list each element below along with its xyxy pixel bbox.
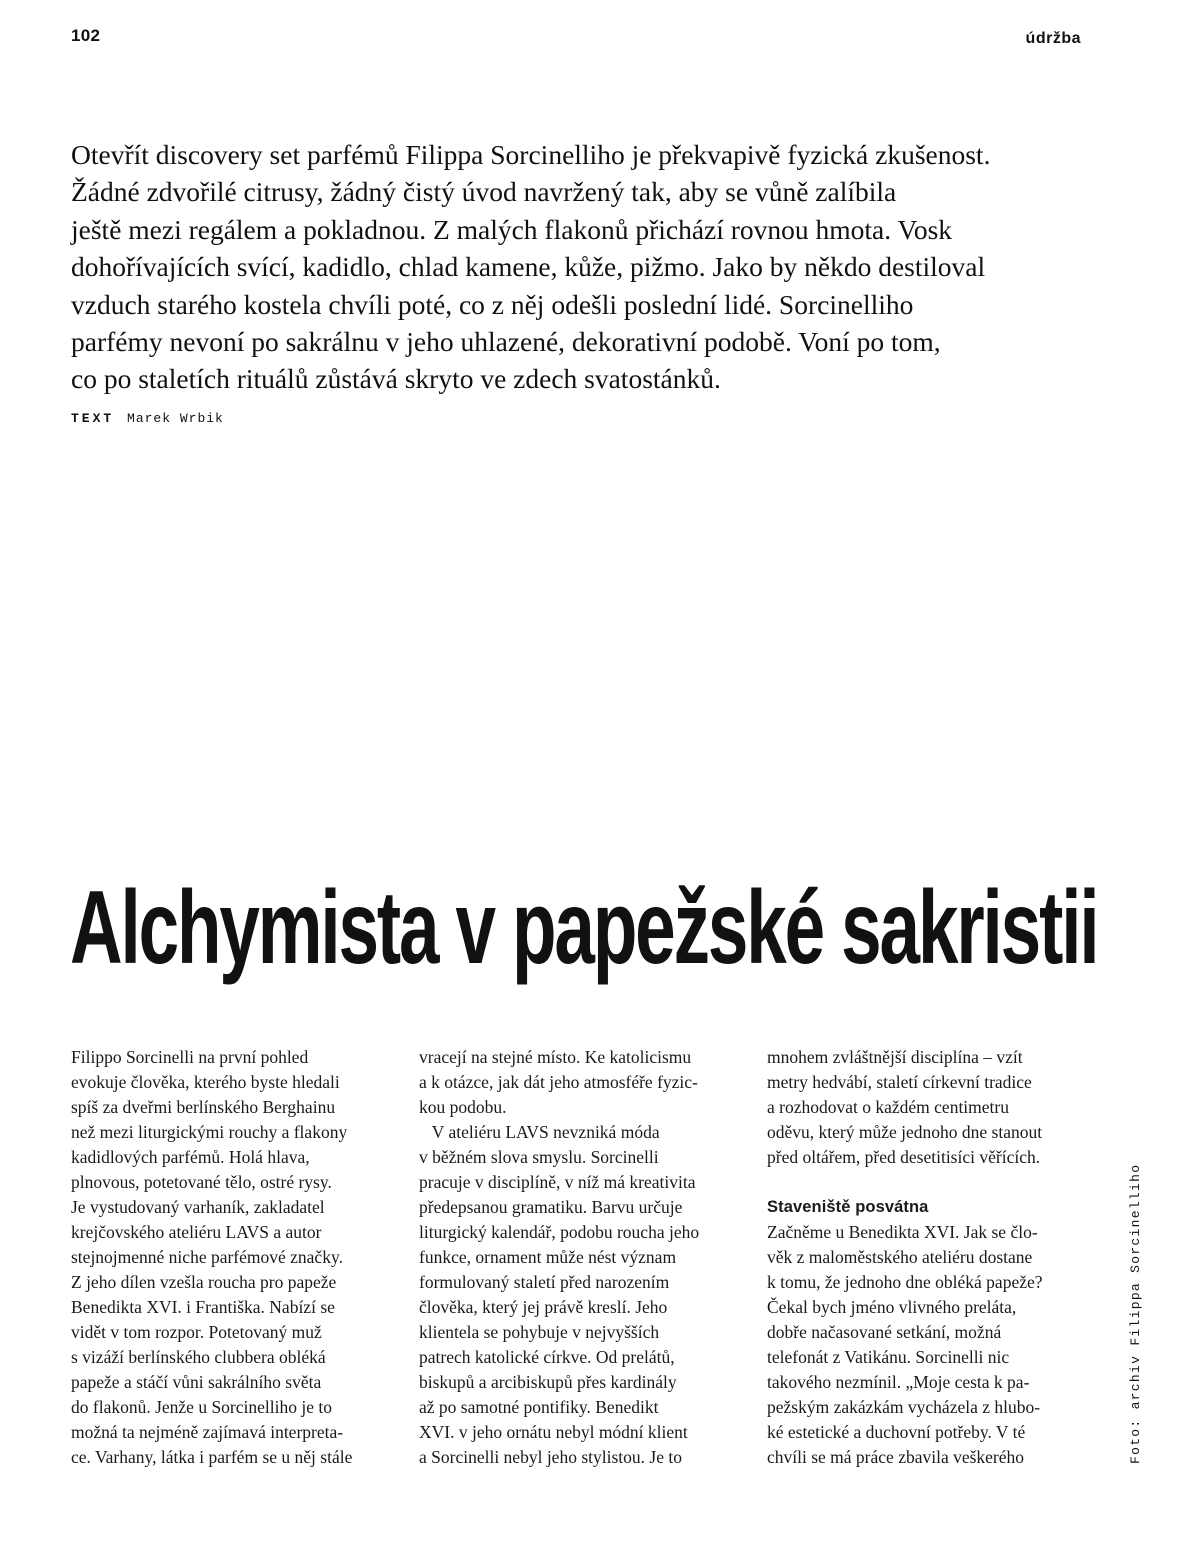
body-line: Benedikta XVI. i Františka. Nabízí se	[71, 1297, 335, 1317]
lead-line: Žádné zdvořilé citrusy, žádný čistý úvod navržený tak, aby se vůně zalíbila	[71, 176, 897, 208]
byline-author: Marek Wrbik	[127, 411, 224, 426]
body-line: ce. Varhany, látka i parfém se u něj stále	[71, 1447, 353, 1467]
body-line: klientela se pohybuje v nejvyšších	[419, 1322, 660, 1342]
body-line: Filippo Sorcinelli na první pohled	[71, 1047, 309, 1067]
body-line: možná ta nejméně zajímavá interpreta-	[71, 1422, 344, 1442]
body-line: v běžném slova smyslu. Sorcinelli	[419, 1147, 659, 1167]
body-line: do flakonů. Jenže u Sorcinelliho je to	[71, 1397, 332, 1417]
body-line: až po samotné pontifiky. Benedikt	[419, 1397, 659, 1417]
photo-credit: Foto: archiv Filippa Sorcinelliho	[1128, 1163, 1143, 1464]
body-line: XVI. v jeho ornátu nebyl módní klient	[419, 1422, 688, 1442]
body-line: formulovaný staletí před narozením	[419, 1272, 670, 1292]
body-line: mnohem zvláštnější disciplína – vzít	[767, 1047, 1023, 1067]
body-line: věk z maloměstského ateliéru dostane	[767, 1247, 1033, 1267]
body-line: před oltářem, před desetitisíci věřících.	[767, 1147, 1041, 1167]
lead-line: vzduch starého kostela chvíli poté, co z něj odešli poslední lidé. Sorcinelliho	[71, 288, 914, 320]
body-line: liturgický kalendář, podobu roucha jeho	[419, 1222, 700, 1242]
lead-line: dohořívajících svící, kadidlo, chlad kamene, kůže, pižmo. Jako by někdo destiloval	[71, 251, 986, 283]
article-headline: Alchymista v papežské sakristii	[70, 870, 1098, 986]
lead-line: co po staletích rituálů zůstává skryto ve zdech svatostánků.	[71, 363, 721, 395]
body-line: člověka, který jej právě kreslí. Jeho	[419, 1297, 668, 1317]
body-line: a k otázce, jak dát jeho atmosféře fyzic-	[419, 1072, 698, 1092]
body-line: telefonát z Vatikánu. Sorcinelli nic	[767, 1347, 1010, 1367]
body-line: Z jeho dílen vzešla roucha pro papeže	[71, 1272, 337, 1292]
body-line: evokuje člověka, kterého byste hledali	[71, 1072, 340, 1092]
body-line: biskupů a arcibiskupů přes kardinály	[419, 1372, 677, 1392]
body-line: patrech katolické církve. Od prelátů,	[419, 1347, 675, 1367]
body-column-3	[767, 1045, 1092, 1470]
lead-line: ještě mezi regálem a pokladnou. Z malých flakonů přichází rovnou hmota. Vosk	[71, 213, 953, 245]
byline	[71, 411, 224, 426]
body-line: papeže a stáčí vůni sakrálního světa	[71, 1372, 322, 1392]
body-line: a Sorcinelli nebyl jeho stylistou. Je to	[419, 1447, 682, 1467]
body-line: kou podobu.	[419, 1097, 507, 1117]
body-line: ké estetické a duchovní potřeby. V té	[767, 1422, 1026, 1442]
body-line: oděvu, který může jednoho dne stanout	[767, 1122, 1043, 1142]
body-line: Čekal bych jméno vlivného preláta,	[767, 1297, 1017, 1317]
body-line: než mezi liturgickými rouchy a flakony	[71, 1122, 348, 1142]
lead-line: parfémy nevoní po sakrálnu v jeho uhlazené, dekorativní podobě. Voní po tom,	[71, 326, 941, 358]
body-column-1	[71, 1045, 391, 1470]
body-line: dobře načasované setkání, možná	[767, 1322, 1002, 1342]
body-line: kadidlových parfémů. Holá hlava,	[71, 1147, 310, 1167]
body-line: vracejí na stejné místo. Ke katolicismu	[419, 1047, 692, 1067]
body-line: Je vystudovaný varhaník, zakladatel	[71, 1197, 325, 1217]
body-line: V ateliéru LAVS nevzniká móda	[419, 1122, 660, 1142]
body-line: spíš za dveřmi berlínského Berghainu	[71, 1097, 336, 1117]
section-subheading: Staveniště posvátna	[767, 1198, 929, 1216]
body-line: Začněme u Benedikta XVI. Jak se člo-	[767, 1222, 1038, 1242]
body-column-2	[419, 1045, 739, 1470]
body-line: pracuje v disciplíně, v níž má kreativita	[419, 1172, 696, 1192]
section-label: údržba	[1025, 30, 1081, 47]
body-line: chvíli se má práce zbavila veškerého	[767, 1447, 1025, 1467]
body-line: a rozhodovat o každém centimetru	[767, 1097, 1009, 1117]
body-line: pežským zakázkám vycházela z hlubo-	[767, 1397, 1041, 1417]
body-line: vidět v tom rozpor. Potetovaný muž	[71, 1322, 322, 1342]
lead-line: Otevřít discovery set parfémů Filippa Sorcinelliho je překvapivě fyzická zkušenost.	[71, 139, 991, 170]
byline-label: TEXT	[71, 411, 115, 426]
lead-paragraph	[71, 136, 1091, 398]
body-line: krejčovského ateliéru LAVS a autor	[71, 1222, 322, 1242]
body-line: takového nezmínil. „Moje cesta k pa-	[767, 1372, 1030, 1392]
body-line: stejnojmenné niche parfémové značky.	[71, 1247, 343, 1267]
body-line: s vizáží berlínského clubbera obléká	[71, 1347, 326, 1367]
body-line: funkce, ornament může nést význam	[419, 1247, 677, 1267]
body-line: metry hedvábí, staletí církevní tradice	[767, 1072, 1032, 1092]
body-line: plnovous, potetované tělo, ostré rysy.	[71, 1172, 332, 1192]
body-line: k tomu, že jednoho dne obléká papeže?	[767, 1272, 1043, 1292]
body-line: předepsanou gramatiku. Barvu určuje	[419, 1197, 683, 1217]
page-number: 102	[71, 26, 101, 45]
